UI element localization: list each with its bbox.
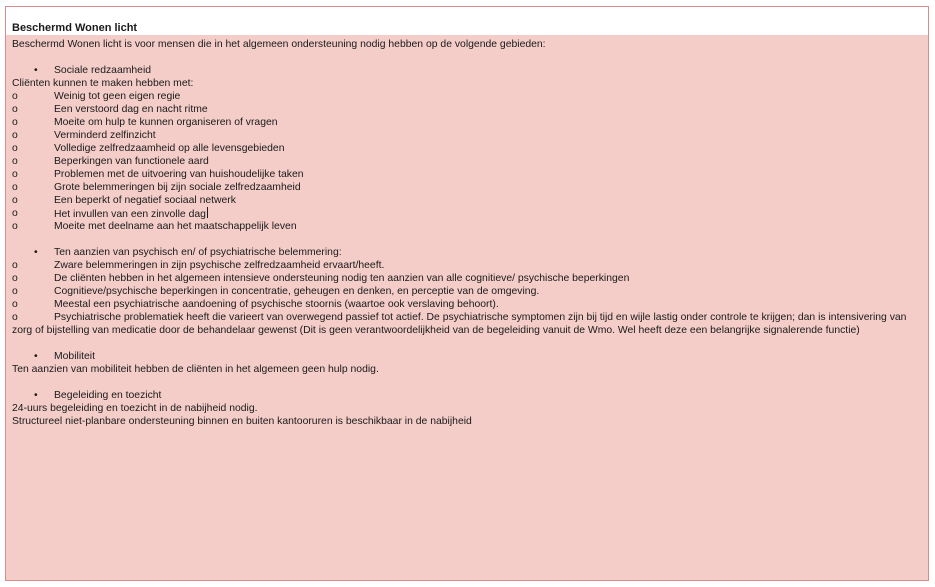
list-item-text: Meestal een psychiatrische aandoening of psychische stoornis (waartoe ook verslaving behoort). <box>54 299 499 310</box>
bullet-marker: • <box>34 247 38 258</box>
document-title: Beschermd Wonen licht <box>12 22 138 34</box>
document-body[interactable] <box>6 35 928 580</box>
list-item-text-with-cursor <box>54 207 208 221</box>
list-item <box>12 285 922 298</box>
list-item-text: Cognitieve/psychische beperkingen in concentratie, geheugen en denken, en perceptie van de omgeving. <box>54 286 540 297</box>
spacer <box>12 376 922 389</box>
section-heading-sociale <box>12 64 922 77</box>
section-heading-psychisch <box>12 246 922 259</box>
list-item-text: Psychiatrische problematiek heeft die varieert van overwegend passief tot actief. De psychiatrische symptomen zijn bij tijd en wijle lastig onder controle te krijgen; dan is intensivering van zorg of bijstelling van medicatie door de behandelaar gewenst (Dit is geen verantwoordelijkheid van de begeleiding vanuit de Wmo. Wel heeft deze een belangrijke signalerende functie) <box>12 312 907 336</box>
list-item-text: Een verstoord dag en nacht ritme <box>54 104 208 115</box>
sub-marker: o <box>12 273 18 284</box>
list-item-text: Zware belemmeringen in zijn psychische zelfredzaamheid ervaart/heeft. <box>54 260 385 271</box>
section-body-text: Ten aanzien van mobiliteit hebben de cliënten in het algemeen geen hulp nodig. <box>12 364 379 375</box>
list-item <box>12 116 922 129</box>
section-heading-begeleiding <box>12 389 922 402</box>
sub-marker: o <box>12 221 18 232</box>
list-item-text: Beperkingen van functionele aard <box>54 156 209 167</box>
spacer <box>12 337 922 350</box>
spacer <box>12 233 922 246</box>
sub-marker: o <box>12 143 18 154</box>
sub-marker: o <box>12 156 18 167</box>
section-heading-mobiliteit <box>12 350 922 363</box>
list-item <box>12 142 922 155</box>
list-item-text: Weinig tot geen eigen regie <box>54 91 181 102</box>
list-item <box>12 103 922 116</box>
list-item-text: Het invullen van een zinvolle dag <box>54 209 206 220</box>
list-item <box>12 90 922 103</box>
list-item <box>12 220 922 233</box>
spacer <box>12 51 922 64</box>
list-item <box>12 272 922 285</box>
bullet-marker: • <box>34 390 38 401</box>
bullet-marker: • <box>34 351 38 362</box>
list-item <box>12 129 922 142</box>
list-item <box>12 259 922 272</box>
sub-marker: o <box>12 130 18 141</box>
section-heading-text: Mobiliteit <box>54 351 95 362</box>
list-item-long <box>12 311 922 337</box>
list-item-text: Grote belemmeringen bij zijn sociale zelfredzaamheid <box>54 182 301 193</box>
sub-marker: o <box>12 117 18 128</box>
section-heading-text: Sociale redzaamheid <box>54 65 152 76</box>
document-frame <box>5 6 929 581</box>
list-item-text: Problemen met de uitvoering van huishoudelijke taken <box>54 169 304 180</box>
sub-marker: o <box>12 286 18 297</box>
sub-marker: o <box>12 182 18 193</box>
list-item <box>12 168 922 181</box>
list-item-text: Een beperkt of negatief sociaal netwerk <box>54 195 236 206</box>
list-item <box>12 207 922 220</box>
section-heading-text: Begeleiding en toezicht <box>54 390 162 401</box>
list-item <box>12 181 922 194</box>
list-item-text: Moeite om hulp te kunnen organiseren of vragen <box>54 117 278 128</box>
list-item-text: De cliënten hebben in het algemeen intensieve ondersteuning nodig ten aanzien van alle cognitieve/ psychische beperkingen <box>54 273 630 284</box>
list-item-text: Volledige zelfredzaamheid op alle levensgebieden <box>54 143 285 154</box>
intro-text: Beschermd Wonen licht is voor mensen die in het algemeen ondersteuning nodig hebben op de volgende gebieden: <box>12 39 546 50</box>
sub-marker: o <box>12 91 18 102</box>
sub-marker: o <box>12 312 18 323</box>
text-cursor <box>207 207 208 218</box>
list-item-text: Verminderd zelfinzicht <box>54 130 156 141</box>
list-item <box>12 155 922 168</box>
list-item <box>12 298 922 311</box>
document-header <box>6 7 928 36</box>
section-body-text: 24-uurs begeleiding en toezicht in de nabijheid nodig. <box>12 403 258 414</box>
list-item <box>12 194 922 207</box>
sub-marker: o <box>12 260 18 271</box>
sub-marker: o <box>12 208 18 219</box>
section-heading-text: Ten aanzien van psychisch en/ of psychiatrische belemmering: <box>54 247 342 258</box>
sub-marker: o <box>12 195 18 206</box>
sub-marker: o <box>12 299 18 310</box>
sub-marker: o <box>12 104 18 115</box>
section-body-text: Structureel niet-planbare ondersteuning binnen en buiten kantooruren is beschikbaar in de nabijheid <box>12 416 472 427</box>
list-item-text: Moeite met deelname aan het maatschappelijk leven <box>54 221 297 232</box>
bullet-marker: • <box>34 65 38 76</box>
section-lead-text: Cliënten kunnen te maken hebben met: <box>12 78 194 89</box>
sub-marker: o <box>12 169 18 180</box>
